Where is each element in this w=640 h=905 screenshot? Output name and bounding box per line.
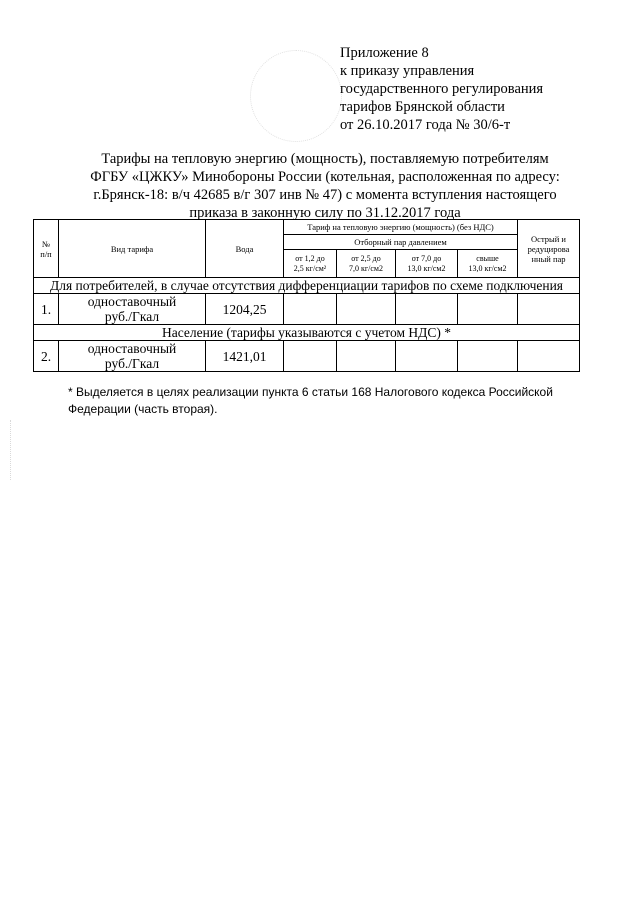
row-num: 1.	[34, 294, 59, 325]
header-selected-steam: Отборный пар давлением	[284, 235, 518, 250]
row-cell-empty	[458, 294, 518, 325]
appendix-date: от 26.10.2017 года № 30/6-т	[340, 117, 511, 133]
header-steam-group: Тариф на тепловую энергию (мощность) (без НДС)	[284, 220, 518, 235]
header-row	[34, 220, 580, 235]
appendix-authority: государственного регулирования	[340, 81, 544, 97]
footnote	[68, 384, 568, 418]
row-cell-empty	[337, 294, 396, 325]
row-cell-empty	[396, 294, 458, 325]
row-cell-empty	[396, 341, 458, 372]
table-row	[34, 341, 580, 372]
document-title	[60, 150, 590, 222]
title-line: ФГБУ «ЦЖКУ» Минобороны России (котельная, расположенная по адресу:	[90, 169, 560, 185]
header-pressure-3: от 7,0 до 13,0 кг/см2	[396, 250, 458, 278]
faint-stamp	[250, 50, 342, 142]
section-no-differentiation: Для потребителей, в случае отсутствия дифференциации тарифов по схеме подключения	[34, 278, 580, 294]
scan-artifact	[10, 420, 17, 480]
section-population: Население (тарифы указываются с учетом НДС) *	[34, 325, 580, 341]
section-row	[34, 325, 580, 341]
row-cell-empty	[284, 294, 337, 325]
footnote-line: Федерации (часть вторая).	[68, 402, 218, 416]
appendix-number: Приложение 8	[340, 45, 429, 61]
appendix-order-ref: к приказу управления	[340, 63, 475, 79]
title-line: приказа в законную силу по 31.12.2017 года	[189, 205, 461, 221]
footnote-line: * Выделяется в целях реализации пункта 6 статьи 168 Налогового кодекса Российской	[68, 385, 553, 399]
row-tariff-type: одноставочный руб./Гкал	[59, 294, 206, 325]
row-water-value: 1204,25	[206, 294, 284, 325]
header-pressure-4: свыше 13,0 кг/см2	[458, 250, 518, 278]
table-row	[34, 294, 580, 325]
row-cell-empty	[458, 341, 518, 372]
row-num: 2.	[34, 341, 59, 372]
header-num: № п/п	[34, 220, 59, 278]
header-tariff-type: Вид тарифа	[59, 220, 206, 278]
tariff-table	[33, 219, 580, 372]
row-water-value: 1421,01	[206, 341, 284, 372]
appendix-region: тарифов Брянской области	[340, 99, 505, 115]
header-pressure-2: от 2,5 до 7,0 кг/см2	[337, 250, 396, 278]
row-cell-empty	[284, 341, 337, 372]
row-tariff-type: одноставочный руб./Гкал	[59, 341, 206, 372]
row-cell-empty	[518, 341, 580, 372]
section-row	[34, 278, 580, 294]
title-line: г.Брянск-18: в/ч 42685 в/г 307 инв № 47) с момента вступления настоящего	[93, 187, 557, 203]
header-pressure-1: от 1,2 до 2,5 кг/см²	[284, 250, 337, 278]
row-cell-empty	[337, 341, 396, 372]
title-line: Тарифы на тепловую энергию (мощность), поставляемую потребителям	[101, 151, 549, 167]
appendix-header	[340, 44, 543, 134]
header-sharp-steam: Острый и редуцирова нный пар	[518, 220, 580, 278]
header-water: Вода	[206, 220, 284, 278]
row-cell-empty	[518, 294, 580, 325]
